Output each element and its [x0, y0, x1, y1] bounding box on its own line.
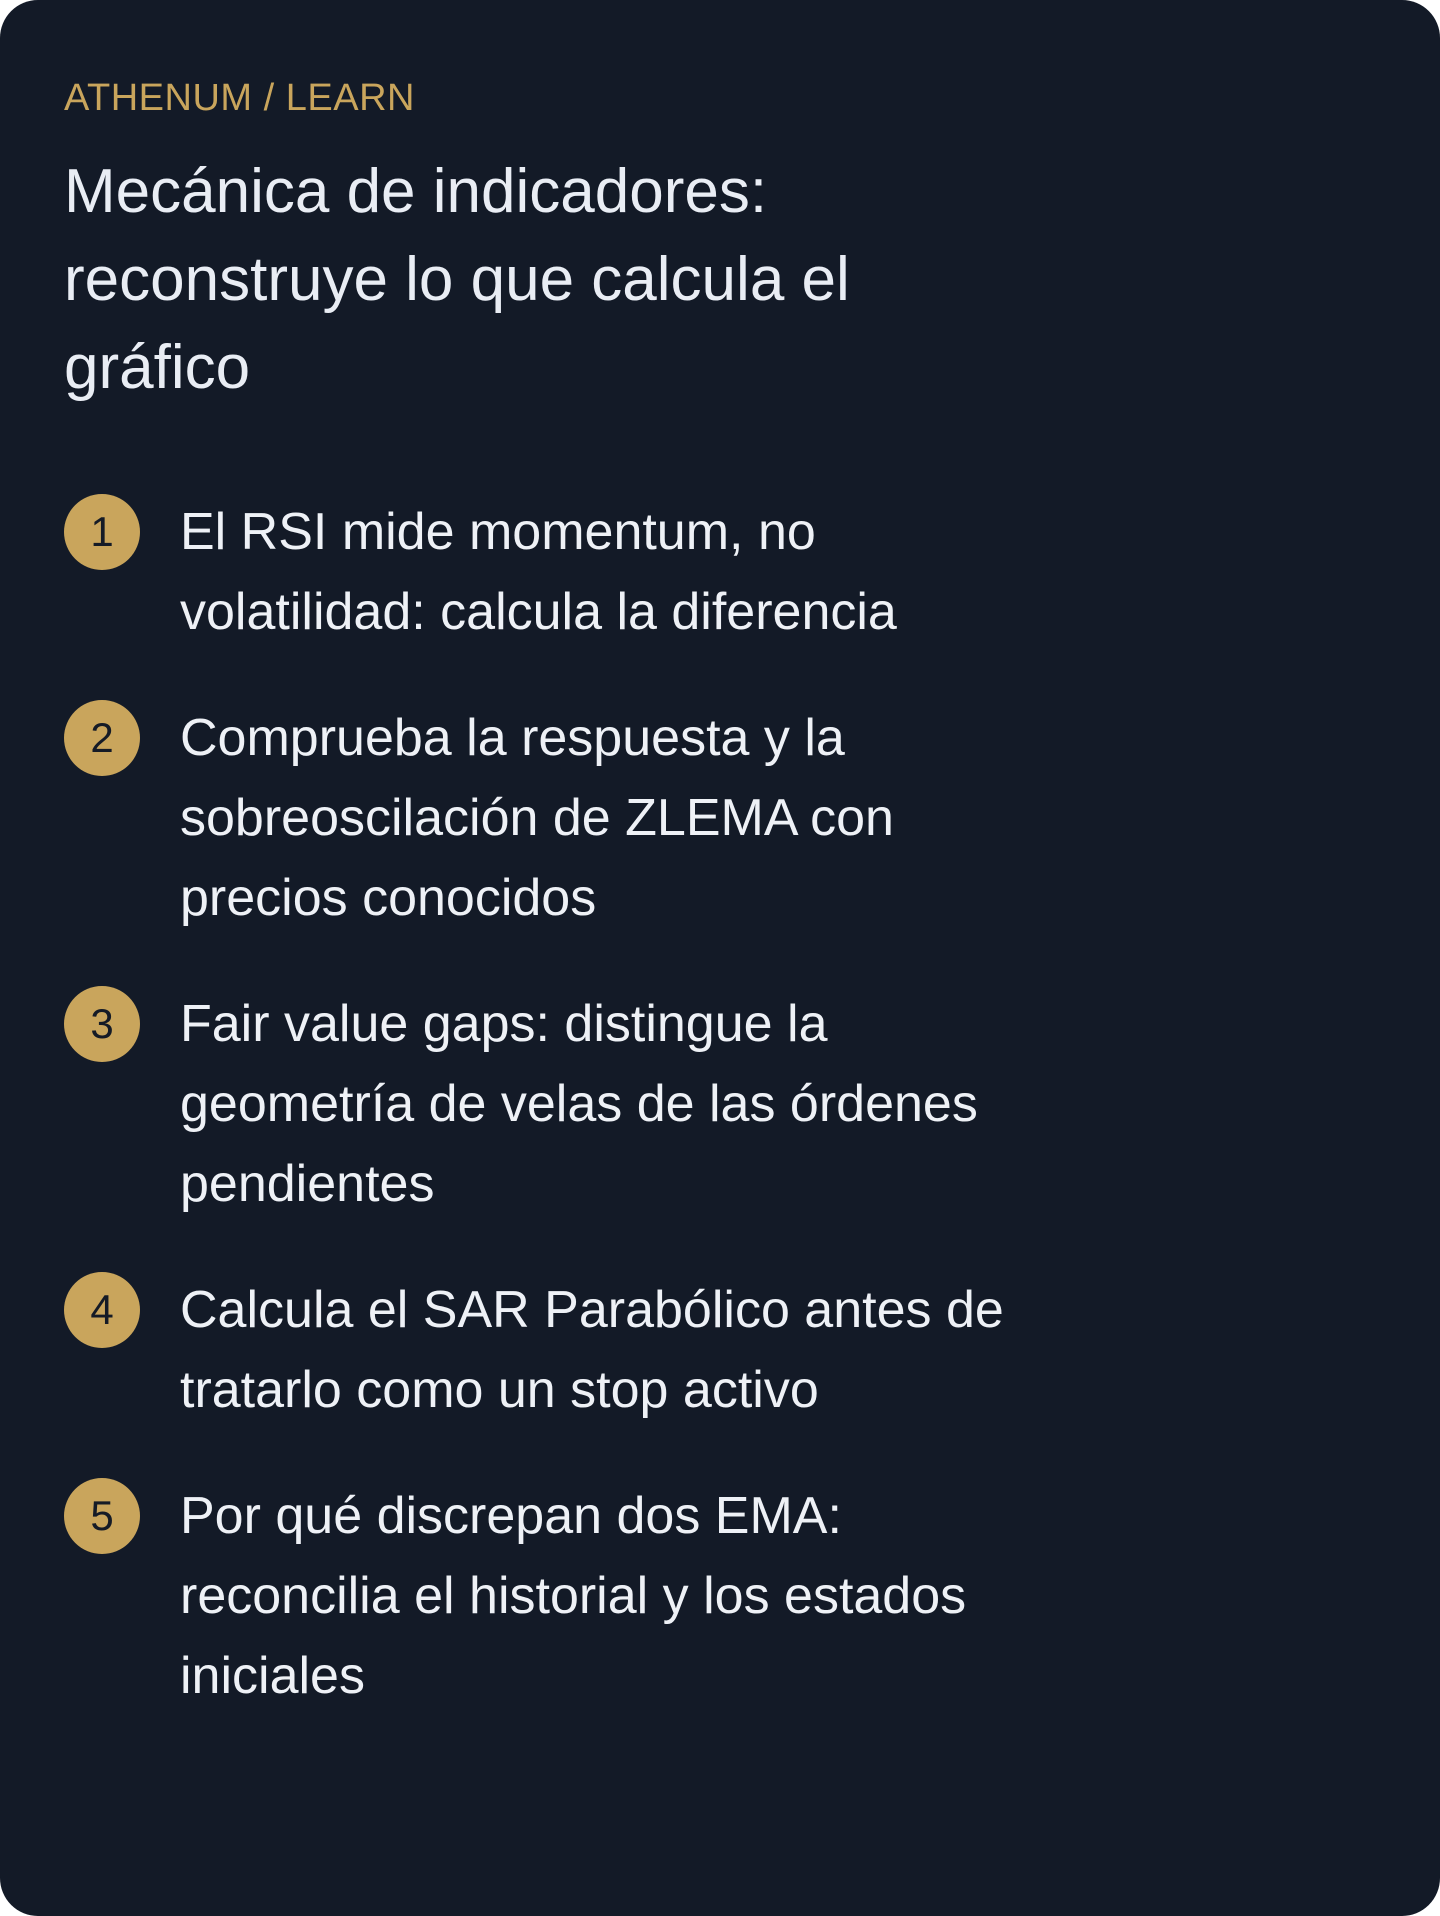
breadcrumb: ATHENUM / LEARN: [64, 77, 415, 119]
list-item: [64, 986, 1376, 1224]
step-number-badge: 1: [64, 494, 140, 570]
step-text: Calcula el SAR Parabólico antes de tratarlo como un stop activo: [180, 1281, 1004, 1419]
step-number-badge: 4: [64, 1272, 140, 1348]
steps-list: [64, 494, 1376, 1716]
step-text: Por qué discrepan dos EMA: reconcilia el historial y los estados iniciales: [180, 1487, 967, 1705]
list-item: [64, 700, 1376, 938]
step-text: Comprueba la respuesta y la sobreoscilación de ZLEMA con precios conocidos: [180, 709, 894, 927]
step-number-badge: 2: [64, 700, 140, 776]
step-text: El RSI mide momentum, no volatilidad: calcula la diferencia: [180, 503, 897, 641]
step-number-badge: 3: [64, 986, 140, 1062]
list-item: [64, 1272, 1376, 1430]
list-item: [64, 1478, 1376, 1716]
page-title: Mecánica de indicadores: reconstruye lo que calcula el gráfico: [64, 157, 850, 402]
step-number-badge: 5: [64, 1478, 140, 1554]
list-item: [64, 494, 1376, 652]
step-text: Fair value gaps: distingue la geometría de velas de las órdenes pendientes: [180, 995, 978, 1213]
